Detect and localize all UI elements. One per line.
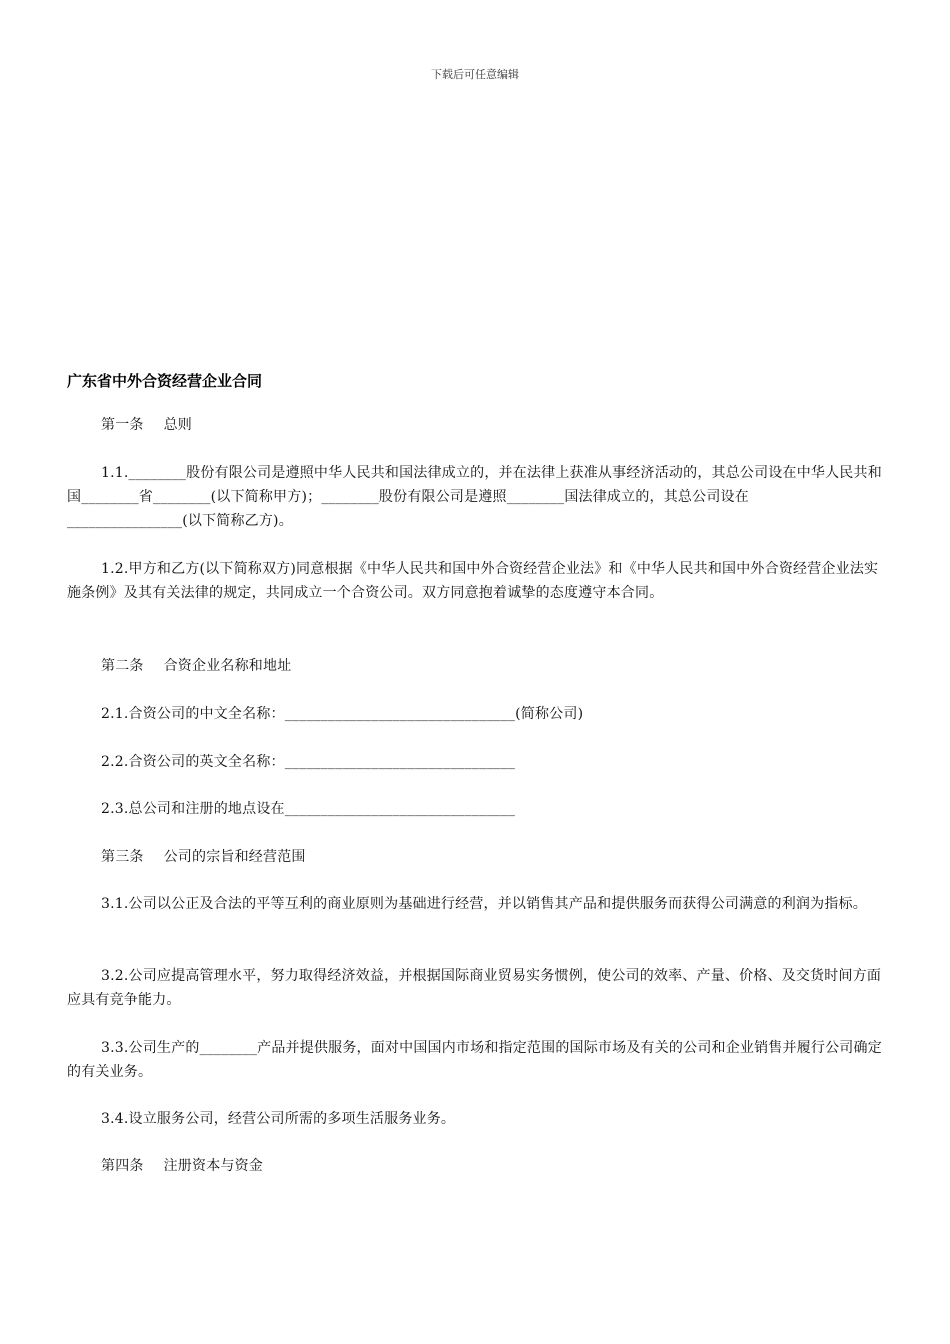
document-title: 广东省中外合资经营企业合同 (67, 372, 263, 390)
clause-2-1: 2.1.合资公司的中文全名称：________________________________(简称公司) (101, 706, 584, 722)
clause-3-4: 3.4.设立服务公司，经营公司所需的多项生活服务业务。 (101, 1111, 456, 1127)
clause-1-1: 1.1.________股份有限公司是遵照中华人民共和国法律成立的，并在法律上获准从事经济活动的，其总公司设在中华人民共和国________省________(以下简称甲方)；________股份有限公司是遵照________国法律成立的，其总公司设在________________(以下简称乙方)。 (67, 465, 882, 529)
article-2-heading (67, 654, 916, 678)
clause-2-2: 2.2.合资公司的英文全名称：________________________________ (101, 754, 516, 770)
article-3-heading (67, 845, 916, 869)
article-number: 第四条 (101, 1158, 144, 1174)
article-number: 第二条 (101, 658, 144, 674)
article-1-heading (67, 413, 916, 437)
clause-1-2: 1.2.甲方和乙方(以下简称双方)同意根据《中华人民共和国中外合资经营企业法》和《中华人民共和国中外合资经营企业法实施条例》及其有关法律的规定，共同成立一个合资公司。双方同意抱着诚挚的态度遵守本合同。 (67, 561, 879, 601)
article-title: 合资企业名称和地址 (163, 658, 292, 674)
clause-3-2: 3.2.公司应提高管理水平，努力取得经济效益，并根据国际商业贸易实务惯例，使公司的效率、产量、价格、及交货时间方面应具有竞争能力。 (67, 968, 882, 1008)
clause-2-3: 2.3.总公司和注册的地点设在________________________________ (101, 801, 516, 817)
article-title: 公司的宗旨和经营范围 (163, 849, 306, 865)
article-4-heading (67, 1154, 916, 1178)
clause-3-1: 3.1.公司以公正及合法的平等互利的商业原则为基础进行经营，并以销售其产品和提供服务而获得公司满意的利润为指标。 (101, 896, 867, 912)
article-number: 第三条 (101, 849, 144, 865)
article-number: 第一条 (101, 417, 144, 433)
clause-3-3: 3.3.公司生产的________产品并提供服务，面对中国国内市场和指定范围的国际市场及有关的公司和企业销售并履行公司确定的有关业务。 (67, 1040, 882, 1080)
header-note: 下载后可任意编辑 (431, 68, 519, 81)
article-title: 总则 (163, 417, 193, 433)
article-title: 注册资本与资金 (163, 1158, 264, 1174)
